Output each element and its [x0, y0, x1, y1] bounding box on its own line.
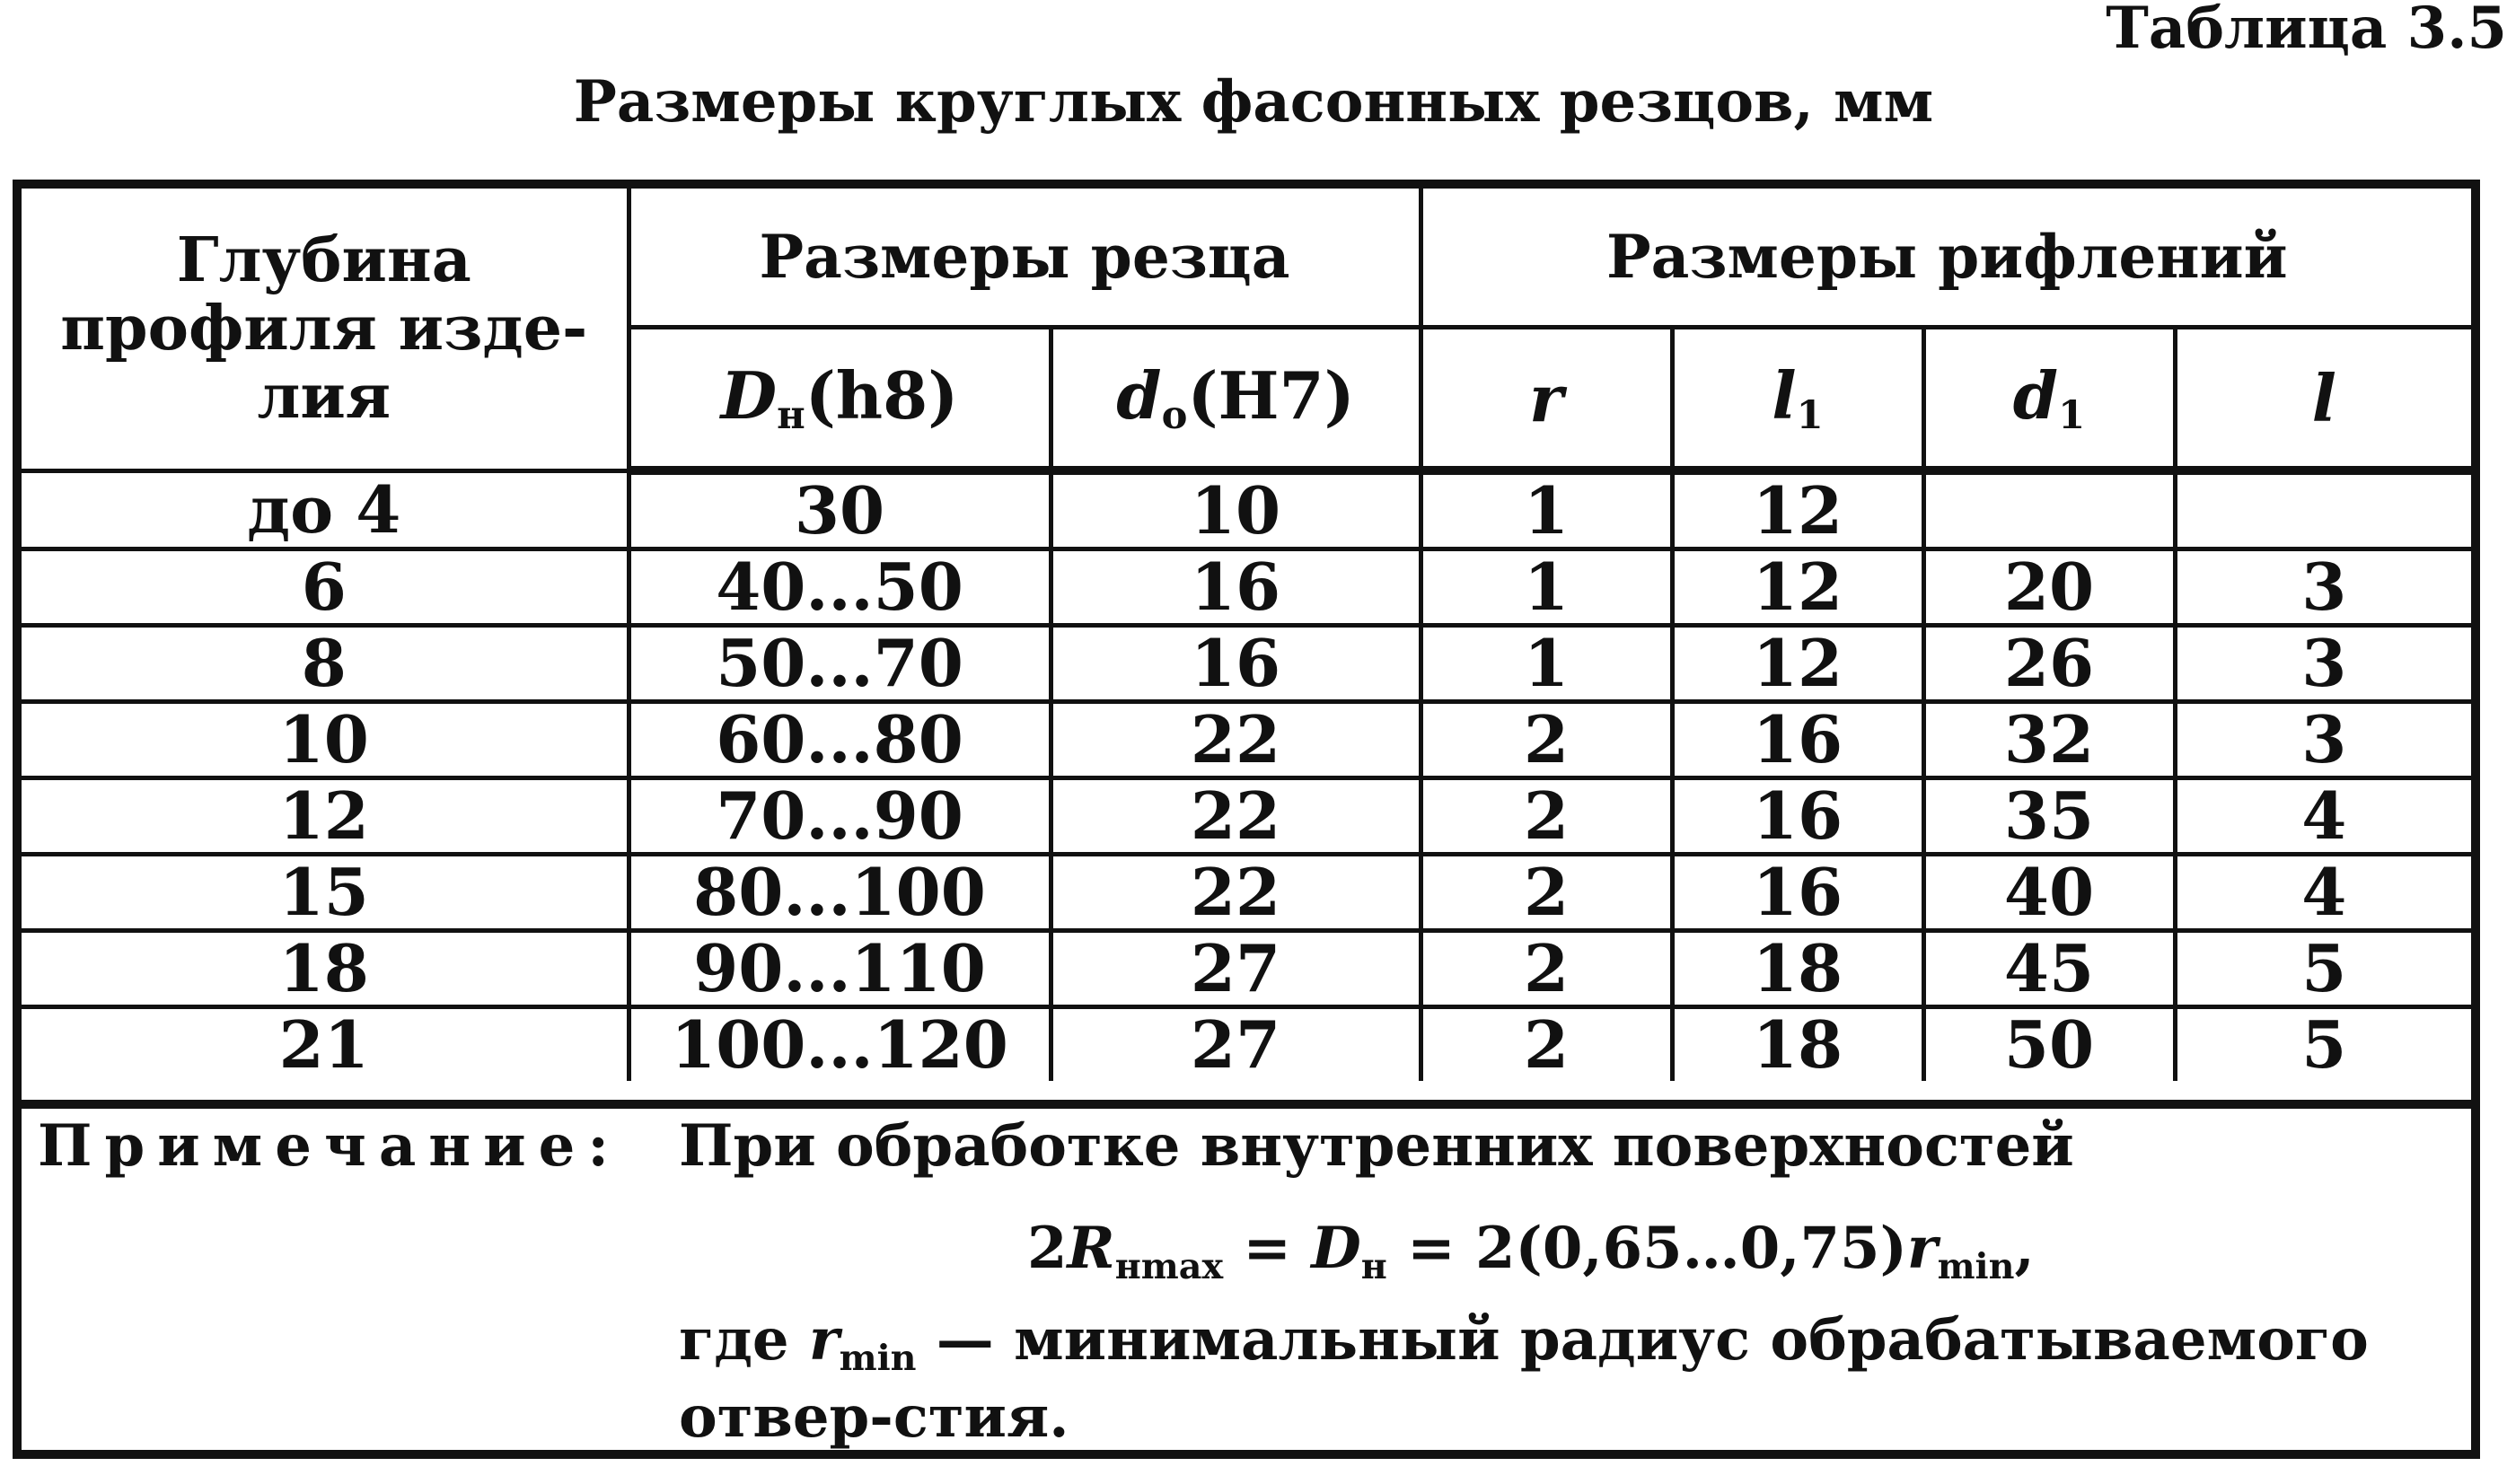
cell-depth: 15: [22, 855, 629, 931]
cell-r: 2: [1421, 1007, 1672, 1082]
cell-do: 16: [1051, 549, 1421, 626]
table-row: [22, 855, 2471, 931]
cell-r: 2: [1421, 931, 1672, 1007]
header-grooves-group: Размеры рифлений: [1421, 189, 2471, 328]
cell-l1: 16: [1672, 778, 1923, 855]
header-do: $d_о(H7)$: [1051, 328, 1421, 471]
header-dn: $D_н(h8)$: [629, 328, 1051, 471]
table-row: [22, 1007, 2471, 1082]
cell-do: 27: [1051, 931, 1421, 1007]
cell-dn: 70...90: [629, 778, 1051, 855]
cell-l: 3: [2175, 702, 2471, 778]
cell-depth: 12: [22, 778, 629, 855]
cell-do: 16: [1051, 626, 1421, 702]
cell-l1: 16: [1672, 855, 1923, 931]
header-r: r: [1421, 328, 1672, 471]
cell-r: 1: [1421, 470, 1672, 549]
cell-depth: 6: [22, 549, 629, 626]
table-frame: [13, 180, 2480, 1459]
cell-dn: 80...100: [629, 855, 1051, 931]
cell-dn: 30: [629, 470, 1051, 549]
cell-d1: [1923, 470, 2175, 549]
table-row: [22, 931, 2471, 1007]
cell-l: [2175, 470, 2471, 549]
cell-r: 2: [1421, 702, 1672, 778]
table-note: [22, 1100, 2471, 1450]
cell-depth: до 4: [22, 470, 629, 549]
cell-depth: 10: [22, 702, 629, 778]
note-label: Примечание:: [38, 1112, 621, 1180]
cell-dn: 100...120: [629, 1007, 1051, 1082]
cell-dn: 40...50: [629, 549, 1051, 626]
cell-dn: 90...110: [629, 931, 1051, 1007]
cell-l: 4: [2175, 778, 2471, 855]
cell-l: 5: [2175, 1007, 2471, 1082]
header-d1: $d_1$: [1923, 328, 2175, 471]
cell-r: 1: [1421, 626, 1672, 702]
cell-l: 5: [2175, 931, 2471, 1007]
header-l1: $l_1$: [1672, 328, 1923, 471]
cell-l: 4: [2175, 855, 2471, 931]
table-row: [22, 702, 2471, 778]
cell-l1: 18: [1672, 931, 1923, 1007]
cell-l1: 12: [1672, 549, 1923, 626]
cell-do: 22: [1051, 778, 1421, 855]
cell-d1: 20: [1923, 549, 2175, 626]
cell-do: 22: [1051, 855, 1421, 931]
cell-d1: 45: [1923, 931, 2175, 1007]
header-l: l: [2175, 328, 2471, 471]
table-row: [22, 778, 2471, 855]
cell-depth: 21: [22, 1007, 629, 1082]
note-text: При обработке внутренних поверхностей: [679, 1112, 2074, 1180]
cell-l1: 18: [1672, 1007, 1923, 1082]
table-row: [22, 549, 2471, 626]
cell-d1: 35: [1923, 778, 2175, 855]
cell-depth: 8: [22, 626, 629, 702]
cell-r: 2: [1421, 855, 1672, 931]
header-cutter-group: Размеры резца: [629, 189, 1421, 328]
table-number: Таблица 3.5: [2106, 0, 2507, 62]
cell-do: 27: [1051, 1007, 1421, 1082]
cell-dn: 60...80: [629, 702, 1051, 778]
cell-dn: 50...70: [629, 626, 1051, 702]
cell-r: 2: [1421, 778, 1672, 855]
cell-l1: 12: [1672, 626, 1923, 702]
cell-depth: 18: [22, 931, 629, 1007]
table-row: [22, 626, 2471, 702]
cell-do: 22: [1051, 702, 1421, 778]
table-caption: Размеры круглых фасонных резцов, мм: [573, 68, 1934, 136]
cell-do: 10: [1051, 470, 1421, 549]
table-row: [22, 470, 2471, 549]
note-formula: 2Rнmax = Dн = 2(0,65…0,75)rmin,: [1027, 1215, 2035, 1287]
cell-d1: 32: [1923, 702, 2175, 778]
table-body: [22, 470, 2471, 1081]
cell-d1: 26: [1923, 626, 2175, 702]
cell-l: 3: [2175, 549, 2471, 626]
cell-d1: 40: [1923, 855, 2175, 931]
cell-l1: 12: [1672, 470, 1923, 549]
cutter-dimensions-table: [22, 189, 2471, 1081]
cell-r: 1: [1421, 549, 1672, 626]
note-definition: где rmin — минимальный радиус обрабатываемого отвер-стия.: [679, 1306, 2369, 1451]
cell-d1: 50: [1923, 1007, 2175, 1082]
cell-l: 3: [2175, 626, 2471, 702]
header-depth: Глубина профиля изде-лия: [22, 189, 629, 470]
cell-l1: 16: [1672, 702, 1923, 778]
